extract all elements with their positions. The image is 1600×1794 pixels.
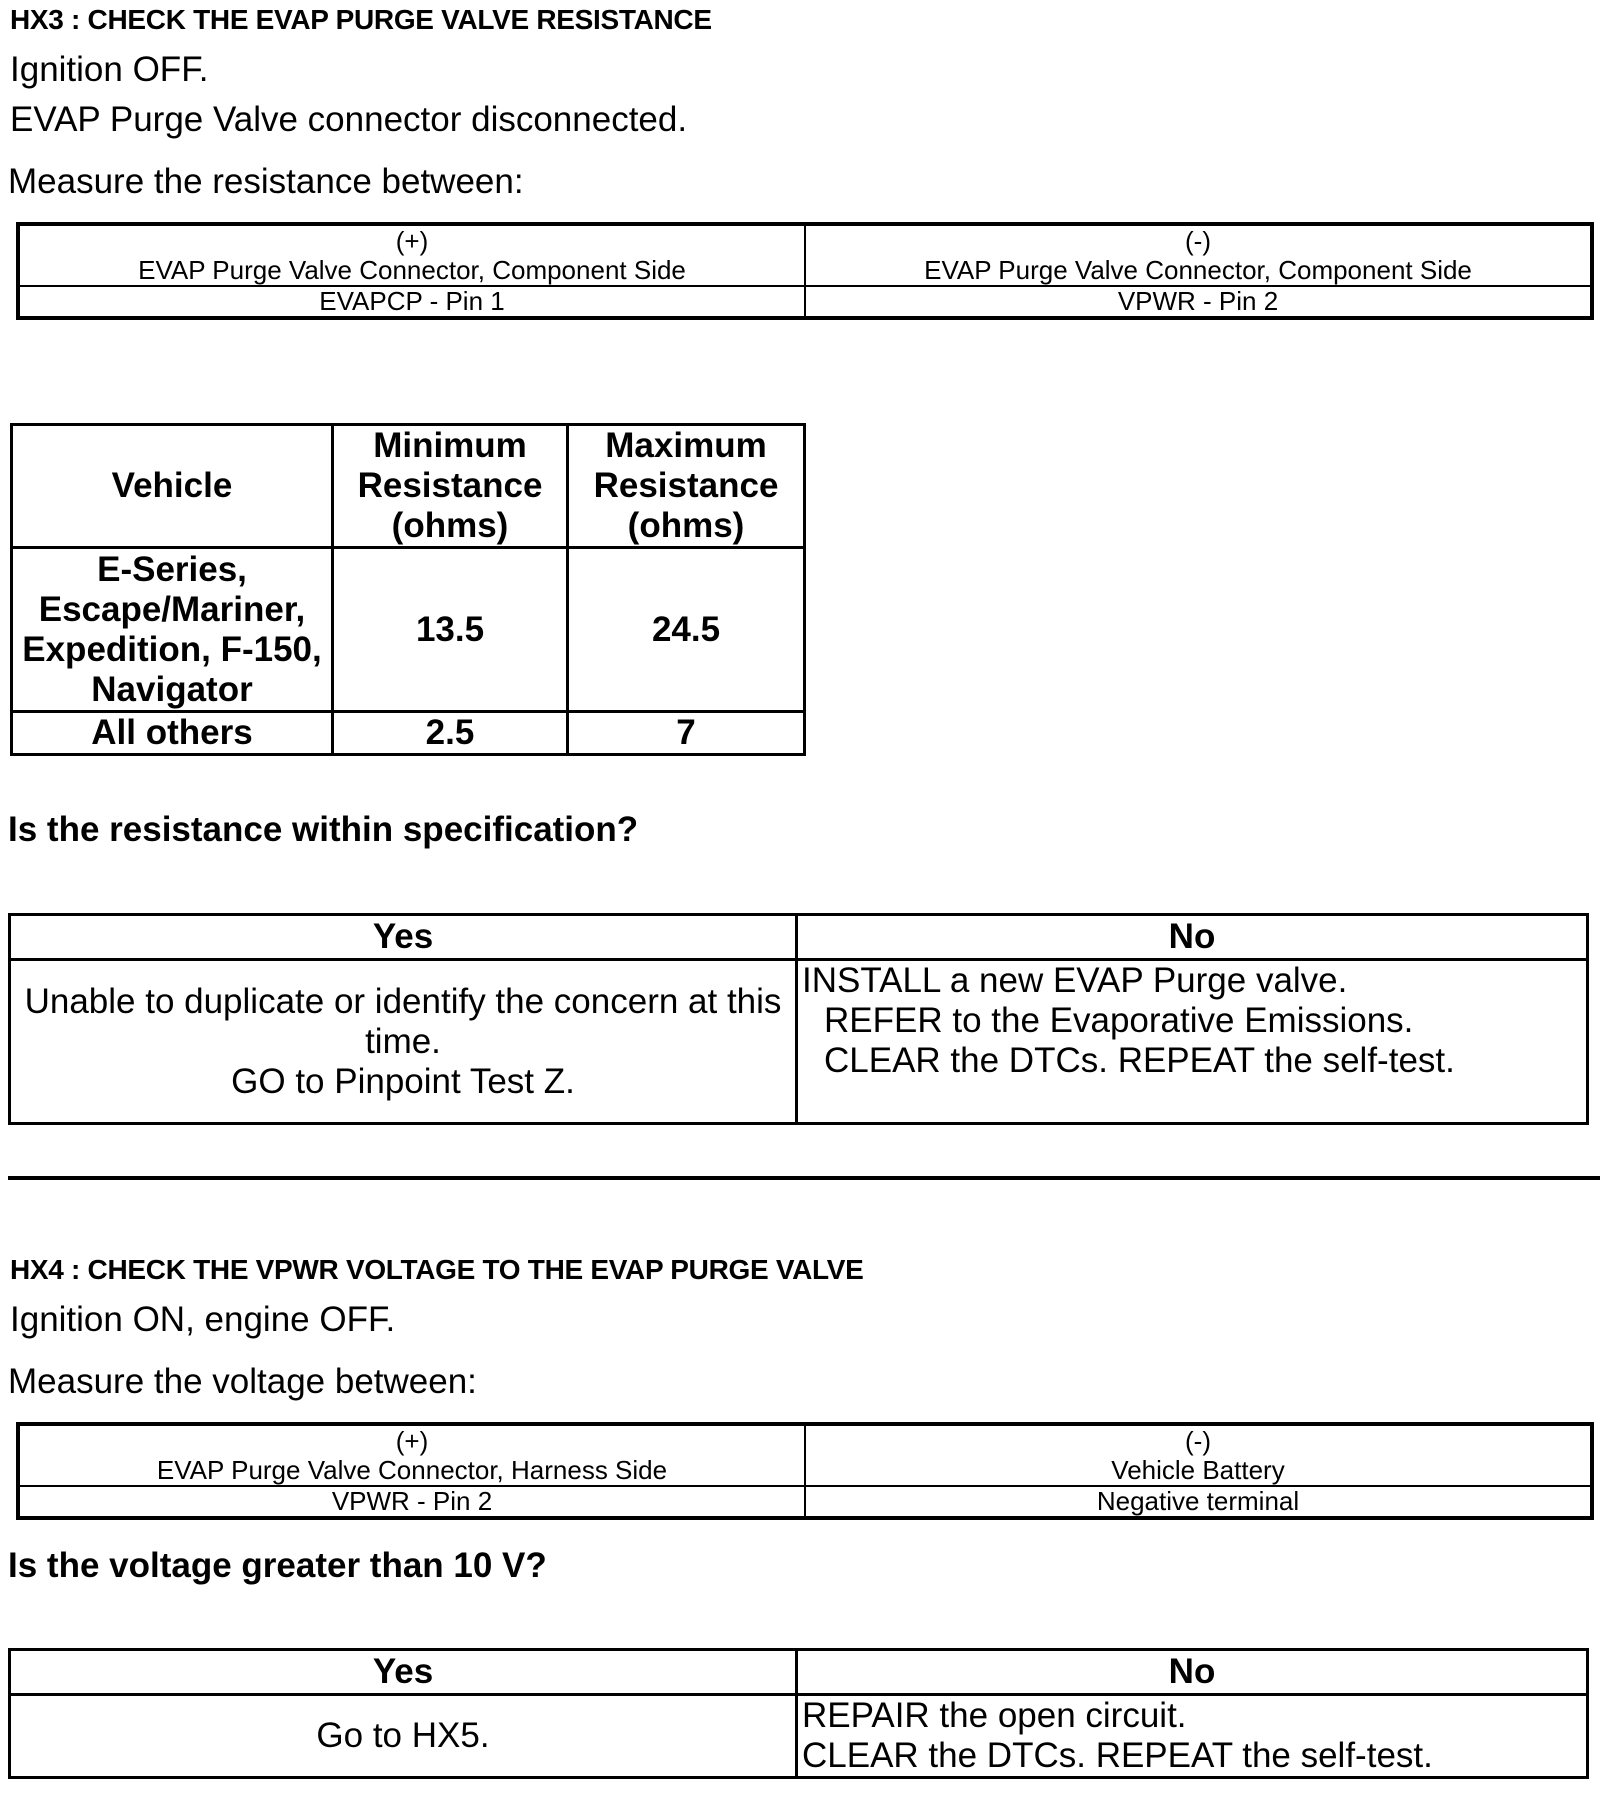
hx4-positive-pin: VPWR - Pin 2 xyxy=(18,1486,805,1518)
hx3-result-table xyxy=(8,913,1589,1125)
no-action-line: REFER to the Evaporative Emissions. xyxy=(824,1001,1414,1040)
spec-vehicle: All others xyxy=(12,712,333,755)
hx3-yes-header: Yes xyxy=(10,915,797,960)
hx4-instruction-ignition: Ignition ON, engine OFF. xyxy=(10,1300,396,1339)
negative-sign: (-) xyxy=(1185,225,1211,256)
spec-min: 2.5 xyxy=(333,712,568,755)
no-action-line: CLEAR the DTCs. REPEAT the self-test. xyxy=(824,1041,1455,1080)
negative-sign: (-) xyxy=(1185,1425,1211,1456)
hx4-step-title: HX4 : CHECK THE VPWR VOLTAGE TO THE EVAP PURGE VALVE xyxy=(10,1254,864,1285)
spec-max: 7 xyxy=(568,712,805,755)
hx3-measurement-table xyxy=(16,222,1594,320)
hx3-instruction-connector: EVAP Purge Valve connector disconnected. xyxy=(10,100,688,139)
no-action-line: CLEAR the DTCs. REPEAT the self-test. xyxy=(802,1736,1433,1775)
spec-row xyxy=(12,548,805,712)
spec-header-min: Minimum Resistance (ohms) xyxy=(333,425,568,548)
spec-max: 24.5 xyxy=(568,548,805,712)
yes-action-line: GO to Pinpoint Test Z. xyxy=(231,1061,575,1101)
positive-probe-location: EVAP Purge Valve Connector, Harness Side xyxy=(156,1454,668,1485)
yes-action-line: Unable to duplicate or identify the concern at this time. xyxy=(24,981,782,1061)
hx3-instruction-ignition: Ignition OFF. xyxy=(10,50,209,89)
hx3-negative-probe-header xyxy=(805,224,1592,286)
hx3-step-title: HX3 : CHECK THE EVAP PURGE VALVE RESISTANCE xyxy=(10,4,712,35)
hx3-positive-pin: EVAPCP - Pin 1 xyxy=(18,286,805,318)
positive-sign: (+) xyxy=(395,1425,429,1456)
spec-header-max: Maximum Resistance (ohms) xyxy=(568,425,805,548)
no-action-line: INSTALL a new EVAP Purge valve. xyxy=(802,961,1348,1000)
section-divider xyxy=(8,1176,1600,1180)
hx4-negative-probe-header xyxy=(805,1424,1592,1486)
resistance-spec-table xyxy=(10,423,806,756)
hx3-no-action xyxy=(797,960,1588,1124)
positive-sign: (+) xyxy=(395,225,429,256)
spec-header-vehicle: Vehicle xyxy=(12,425,333,548)
negative-probe-location: Vehicle Battery xyxy=(1111,1454,1285,1485)
negative-probe-location: EVAP Purge Valve Connector, Component Side xyxy=(924,254,1472,285)
hx4-negative-pin: Negative terminal xyxy=(805,1486,1592,1518)
spec-min: 13.5 xyxy=(333,548,568,712)
hx4-no-action xyxy=(797,1695,1588,1778)
hx3-yes-action xyxy=(10,960,797,1124)
hx3-negative-pin: VPWR - Pin 2 xyxy=(805,286,1592,318)
hx3-instruction-measure: Measure the resistance between: xyxy=(8,162,524,201)
hx4-instruction-measure: Measure the voltage between: xyxy=(8,1362,477,1401)
no-action-line: REPAIR the open circuit. xyxy=(802,1696,1187,1735)
hx3-no-header: No xyxy=(797,915,1588,960)
hx4-measurement-table xyxy=(16,1422,1594,1520)
hx4-no-header: No xyxy=(797,1650,1588,1695)
hx4-question: Is the voltage greater than 10 V? xyxy=(8,1546,547,1585)
hx4-yes-header: Yes xyxy=(10,1650,797,1695)
hx4-yes-action: Go to HX5. xyxy=(10,1695,797,1778)
hx4-result-table xyxy=(8,1648,1589,1779)
hx3-question: Is the resistance within specification? xyxy=(8,810,639,849)
spec-row xyxy=(12,712,805,755)
positive-probe-location: EVAP Purge Valve Connector, Component Side xyxy=(138,254,686,285)
spec-vehicle: E-Series, Escape/Mariner, Expedition, F-150, Navigator xyxy=(12,548,333,712)
hx4-positive-probe-header xyxy=(18,1424,805,1486)
hx3-positive-probe-header xyxy=(18,224,805,286)
